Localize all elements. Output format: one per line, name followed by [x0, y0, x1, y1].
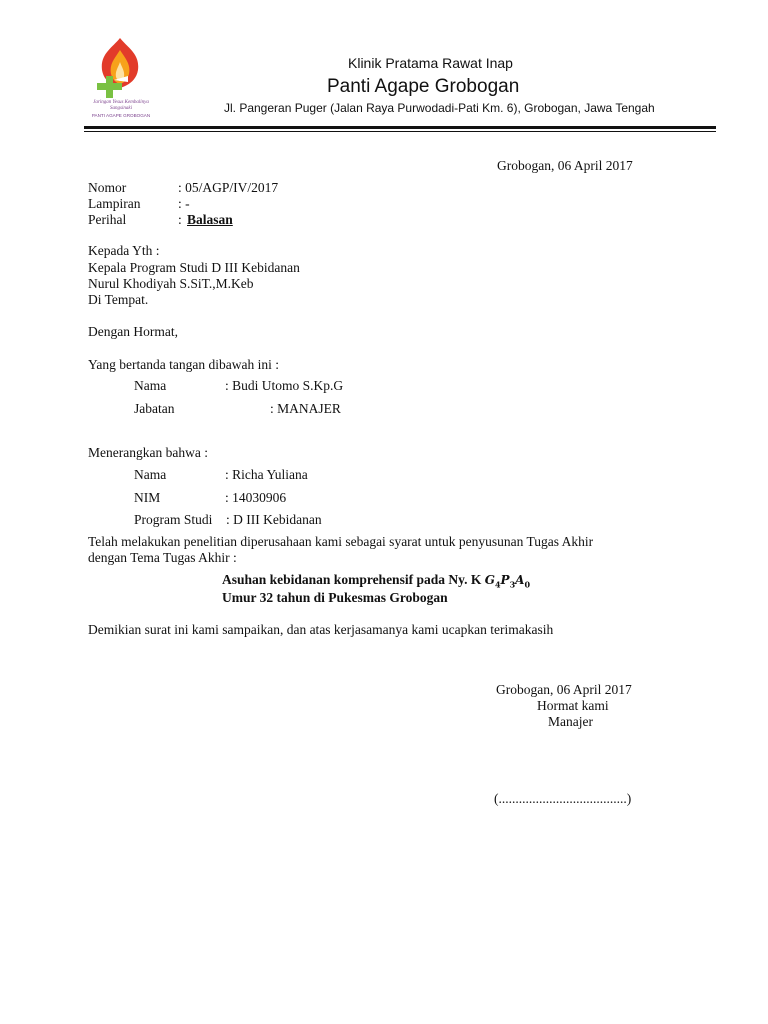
- clinic-type: Klinik Pratama Rawat Inap: [348, 55, 513, 71]
- header-rule-thin: [84, 131, 716, 132]
- signer-position-value: : MANAJER: [270, 401, 341, 416]
- lampiran-label: Lampiran: [88, 196, 141, 211]
- perihal-label: Perihal: [88, 212, 127, 227]
- lampiran-value: : -: [178, 196, 190, 211]
- closing-text: Demikian surat ini kami sampaikan, dan atas kerjasamanya kami ucapkan terimakasih: [88, 622, 554, 637]
- signer-intro: Yang bertanda tangan dibawah ini :: [88, 357, 279, 372]
- signer-name-label: Nama: [134, 378, 167, 393]
- logo-caption: Jaringan Yesus Kembalinya Sangsinaki: [93, 100, 149, 111]
- nomor-value: : 05/AGP/IV/2017: [178, 180, 279, 195]
- theme-obstetric-code: $G_4P_3A_0$: [484, 573, 531, 590]
- clinic-address: Jl. Pangeran Puger (Jalan Raya Purwodadi-Pati Km. 6), Grobogan, Jawa Tengah: [224, 101, 655, 115]
- letter-date: Grobogan, 06 April 2017: [497, 158, 633, 173]
- student-program-value: : D III Kebidanan: [226, 512, 322, 527]
- body-line-1: Telah melakukan penelitian diperusahaan kami sebagai syarat untuk penyusunan Tugas Akhir: [88, 534, 594, 549]
- student-program-label: Program Studi: [134, 512, 213, 527]
- recipient-line-4: Di Tempat.: [88, 292, 149, 307]
- recipient-line-3: Nurul Khodiyah S.SiT.,M.Keb: [88, 276, 254, 291]
- theme-text: Asuhan kebidanan komprehensif pada Ny. K: [222, 572, 482, 587]
- greeting: Dengan Hormat,: [88, 324, 178, 339]
- signature-date: Grobogan, 06 April 2017: [496, 682, 632, 697]
- perihal-colon: :: [178, 212, 182, 227]
- statement-intro: Menerangkan bahwa :: [88, 445, 208, 460]
- recipient-line-1: Kepada Yth :: [88, 243, 160, 258]
- student-nim-value: : 14030906: [225, 490, 287, 505]
- logo-subcaption: PANTI AGAPE GROBOGAN: [91, 113, 151, 118]
- perihal-value: Balasan: [187, 212, 233, 227]
- clinic-name: Panti Agape Grobogan: [327, 76, 520, 97]
- signer-name-value: : Budi Utomo S.Kp.G: [225, 378, 344, 393]
- signature-placeholder: (......................................): [494, 791, 632, 806]
- flame-cross-logo-icon: [84, 36, 156, 100]
- signature-title: Manajer: [548, 714, 593, 729]
- body-line-2: dengan Tema Tugas Akhir :: [88, 550, 237, 565]
- signature-regards: Hormat kami: [537, 698, 609, 713]
- student-nim-label: NIM: [134, 490, 161, 505]
- recipient-line-2: Kepala Program Studi D III Kebidanan: [88, 260, 300, 275]
- student-name-value: : Richa Yuliana: [225, 467, 308, 482]
- signer-position-label: Jabatan: [134, 401, 175, 416]
- nomor-label: Nomor: [88, 180, 127, 195]
- header-rule-thick: [84, 126, 716, 129]
- theme-line-2: Umur 32 tahun di Pukesmas Grobogan: [222, 590, 448, 605]
- student-name-label: Nama: [134, 467, 167, 482]
